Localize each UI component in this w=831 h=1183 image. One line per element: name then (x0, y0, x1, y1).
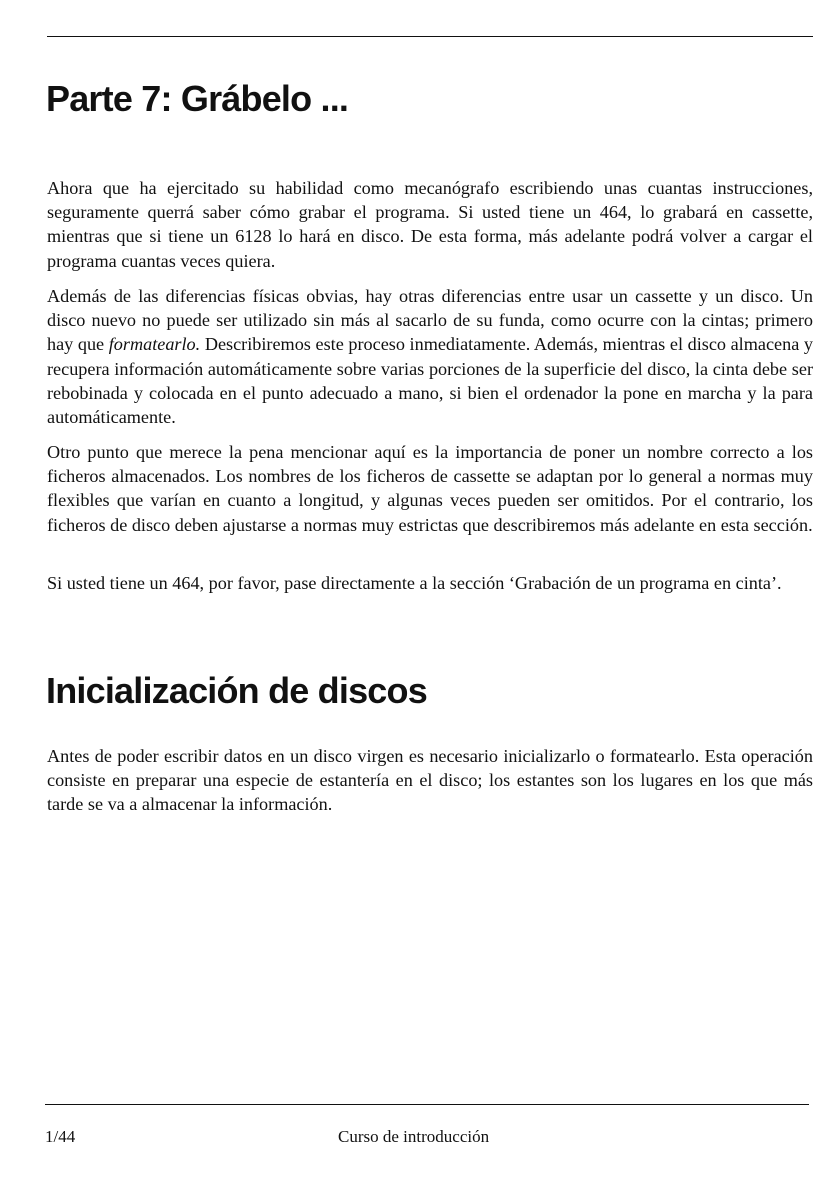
footer-book-title: Curso de introducción (338, 1127, 490, 1146)
paragraph-intro: Ahora que ha ejercitado su habilidad como mecanógrafo escribiendo unas cuantas instrucciones, seguramente querrá saber cómo grabar el programa. Si usted tiene un 464, lo grabará en cassette, mientras que si tiene un 6128 lo hará en disco. De esta forma, más adelante podrá volver a cargar el programa cuantas veces quiera. (47, 178, 813, 271)
page-number: 1/44 (45, 1127, 76, 1146)
paragraph-format-intro: Antes de poder escribir datos en un disco virgen es necesario inicializarlo o formatearlo. Esta operación consiste en preparar una especie de estantería en el disco; los estantes son los lugares en los que más tarde se va a almacenar la información. (47, 746, 813, 815)
paragraph-filenames: Otro punto que merece la pena mencionar aquí es la importancia de poner un nombre correcto a los ficheros almacenados. Los nombres de los ficheros de cassette se adaptan por lo general a normas muy flexibles que varían en cuanto a longitud, y algunas veces pueden ser omitidos. Por el contrario, los ficheros de disco deben ajustarse a normas muy estrictas que describiremos más adelante en esta sección. (47, 442, 813, 535)
paragraph-differences (47, 284, 813, 429)
paragraph-464-note: Si usted tiene un 464, por favor, pase directamente a la sección ‘Grabación de un programa en cinta’. (47, 573, 782, 593)
bottom-rule (45, 1104, 809, 1105)
paragraph-differences-text-b: Describiremos este proceso inmediatamente. Además, mientras el disco almacena y recupera información automáticamente sobre varias porciones de la superficie del disco, la cinta debe ser rebobinada y colocada en el punto adecuado a mano, si bien el ordenador la pone en marcha y la para automáticamente. (47, 334, 813, 428)
section-title-grabelo: Parte 7: Grábelo ... (46, 78, 349, 119)
paragraph-differences-text-a: Además de las diferencias físicas obvias, hay otras diferencias entre usar un cassette y un disco. Un disco nuevo no puede ser utilizado sin más al sacarlo de su funda, como ocurre con la cintas; primero hay que (47, 286, 813, 355)
paragraph-differences-emphasis: formatearlo. (108, 334, 201, 355)
top-rule (47, 36, 813, 37)
section-title-inicializacion: Inicialización de discos (46, 670, 427, 711)
